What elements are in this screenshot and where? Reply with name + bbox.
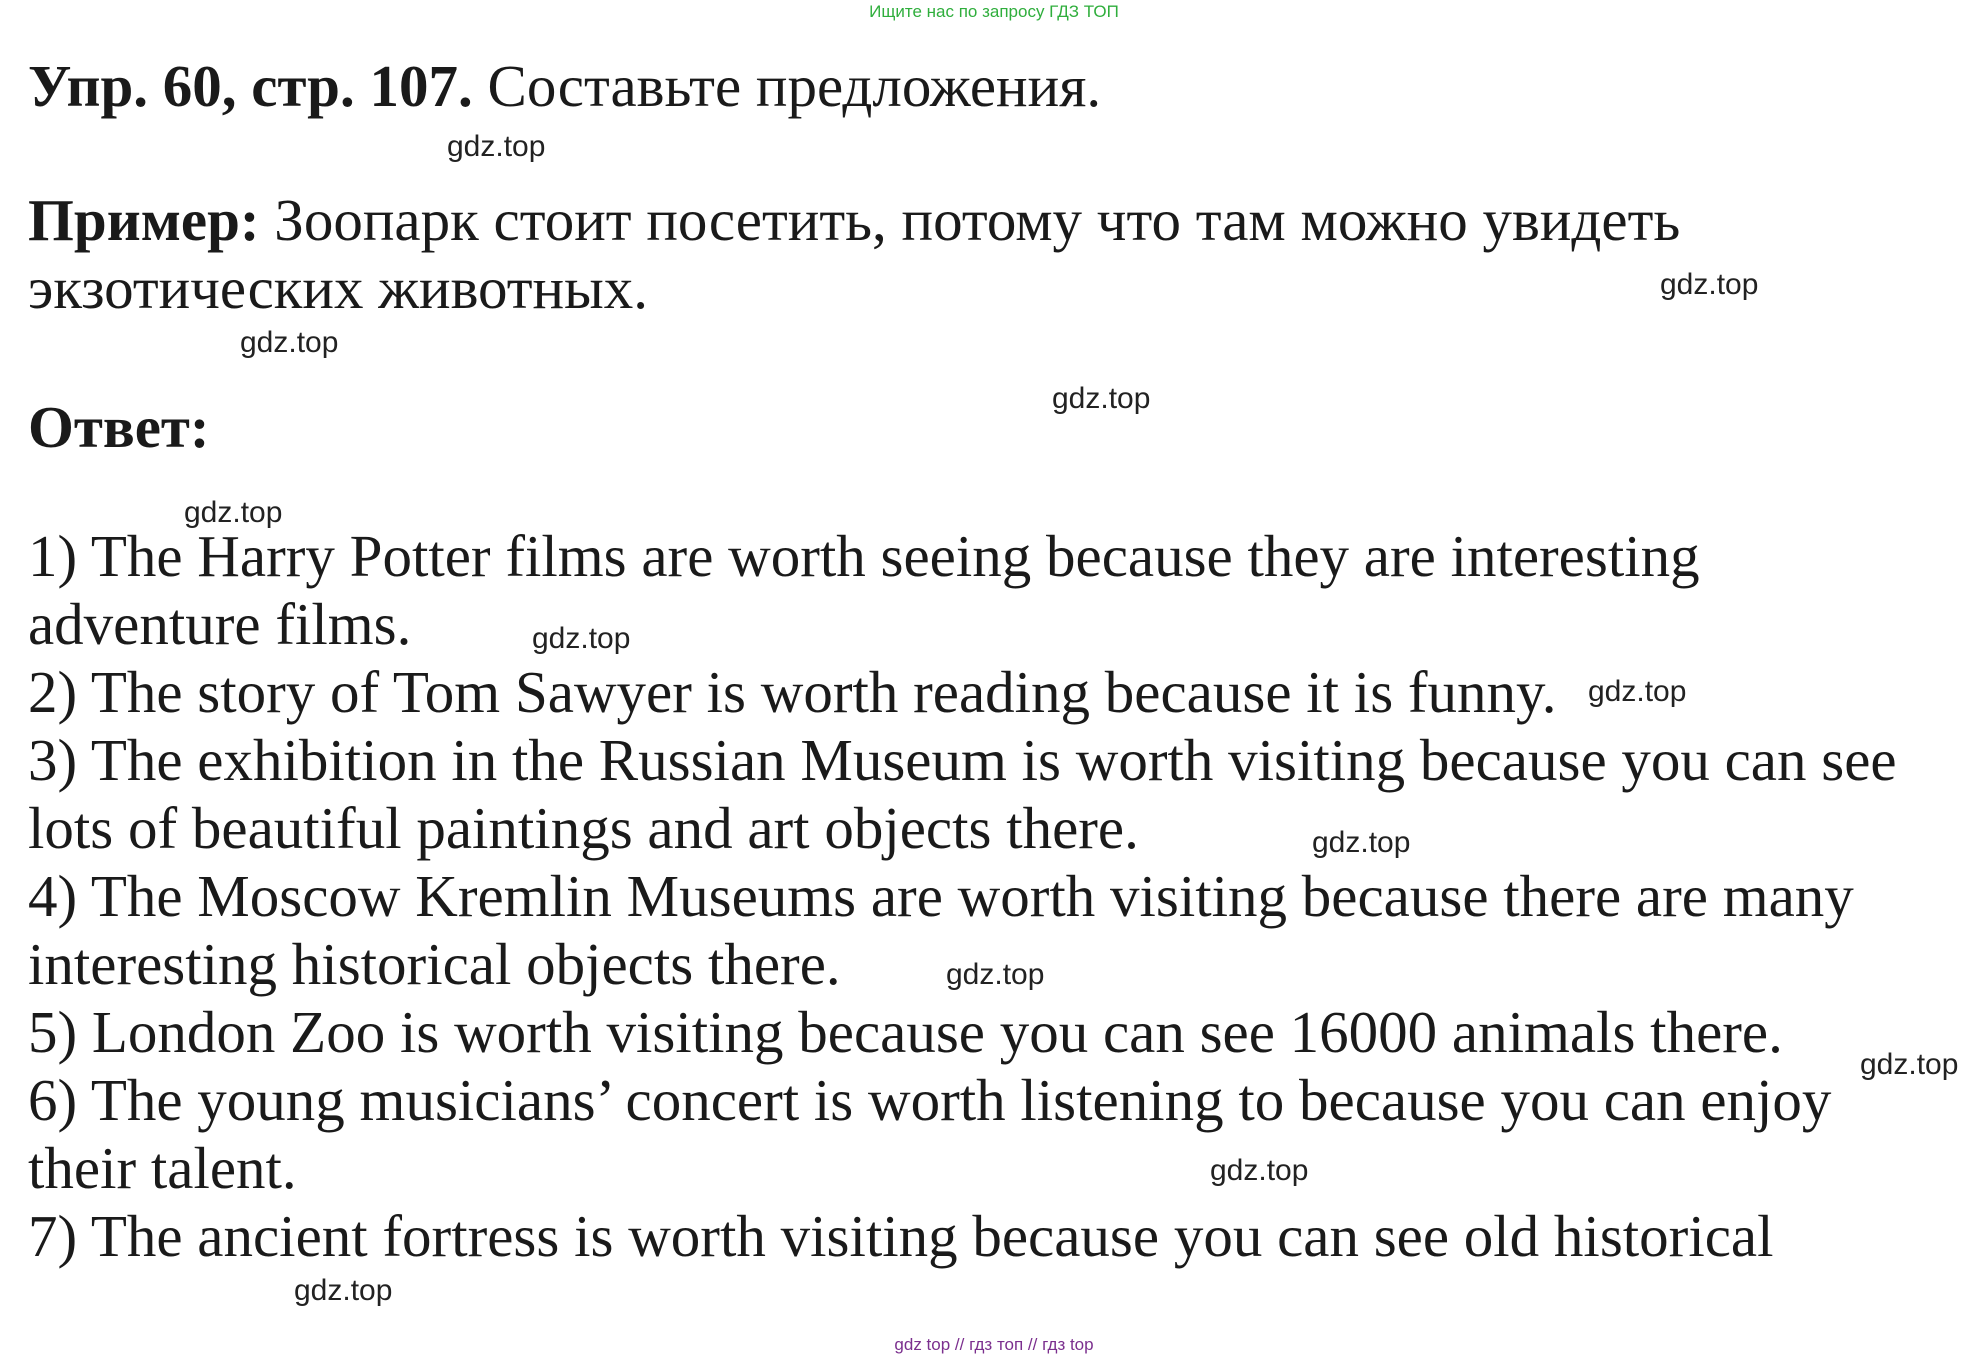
answer-line: 6) The young musicians’ concert is worth listening to because you can enjoy — [28, 1067, 1832, 1133]
exercise-title — [28, 52, 1101, 121]
answer-line: 5) London Zoo is worth visiting because you can see 16000 animals there. — [28, 999, 1783, 1065]
example-block — [28, 186, 1928, 322]
watermark: gdz.top — [532, 622, 631, 655]
watermark: gdz.top — [1660, 268, 1759, 301]
watermark: gdz.top — [1588, 675, 1687, 708]
watermark: gdz.top — [1052, 382, 1151, 415]
answer-line: 1) The Harry Potter films are worth seeing because they are interesting — [28, 523, 1700, 589]
watermark: gdz.top — [1312, 826, 1411, 859]
exercise-number: Упр. 60, стр. 107. — [28, 53, 473, 119]
answer-line: 7) The ancient fortress is worth visiting because you can see old historical — [28, 1203, 1774, 1269]
answer-line: their talent. — [28, 1135, 297, 1201]
example-label: Пример: — [28, 187, 260, 253]
answer-line: interesting historical objects there. — [28, 931, 841, 997]
footer-watermark: gdz top // гдз топ // гдз top — [894, 1335, 1094, 1354]
watermark: gdz.top — [447, 130, 546, 163]
watermark: gdz.top — [240, 326, 339, 359]
answer-label: Ответ: — [28, 394, 210, 460]
watermark: gdz.top — [1210, 1154, 1309, 1187]
watermark: gdz.top — [1860, 1048, 1959, 1081]
answer-line: 4) The Moscow Kremlin Museums are worth visiting because there are many — [28, 863, 1854, 929]
answer-line: 2) The story of Tom Sawyer is worth reading because it is funny. — [28, 659, 1557, 725]
watermark: gdz.top — [946, 958, 1045, 991]
answer-line: 3) The exhibition in the Russian Museum is worth visiting because you can see — [28, 727, 1897, 793]
exercise-task: Составьте предложения. — [487, 53, 1102, 119]
answer-line: adventure films. — [28, 591, 412, 657]
watermark: gdz.top — [294, 1274, 393, 1307]
example-text: Зоопарк стоит посетить, потому что там можно увидеть экзотических животных. — [28, 187, 1681, 321]
top-search-hint: Ищите нас по запросу ГДЗ ТОП — [869, 2, 1119, 21]
watermark: gdz.top — [184, 496, 283, 529]
answer-line: lots of beautiful paintings and art objects there. — [28, 795, 1139, 861]
